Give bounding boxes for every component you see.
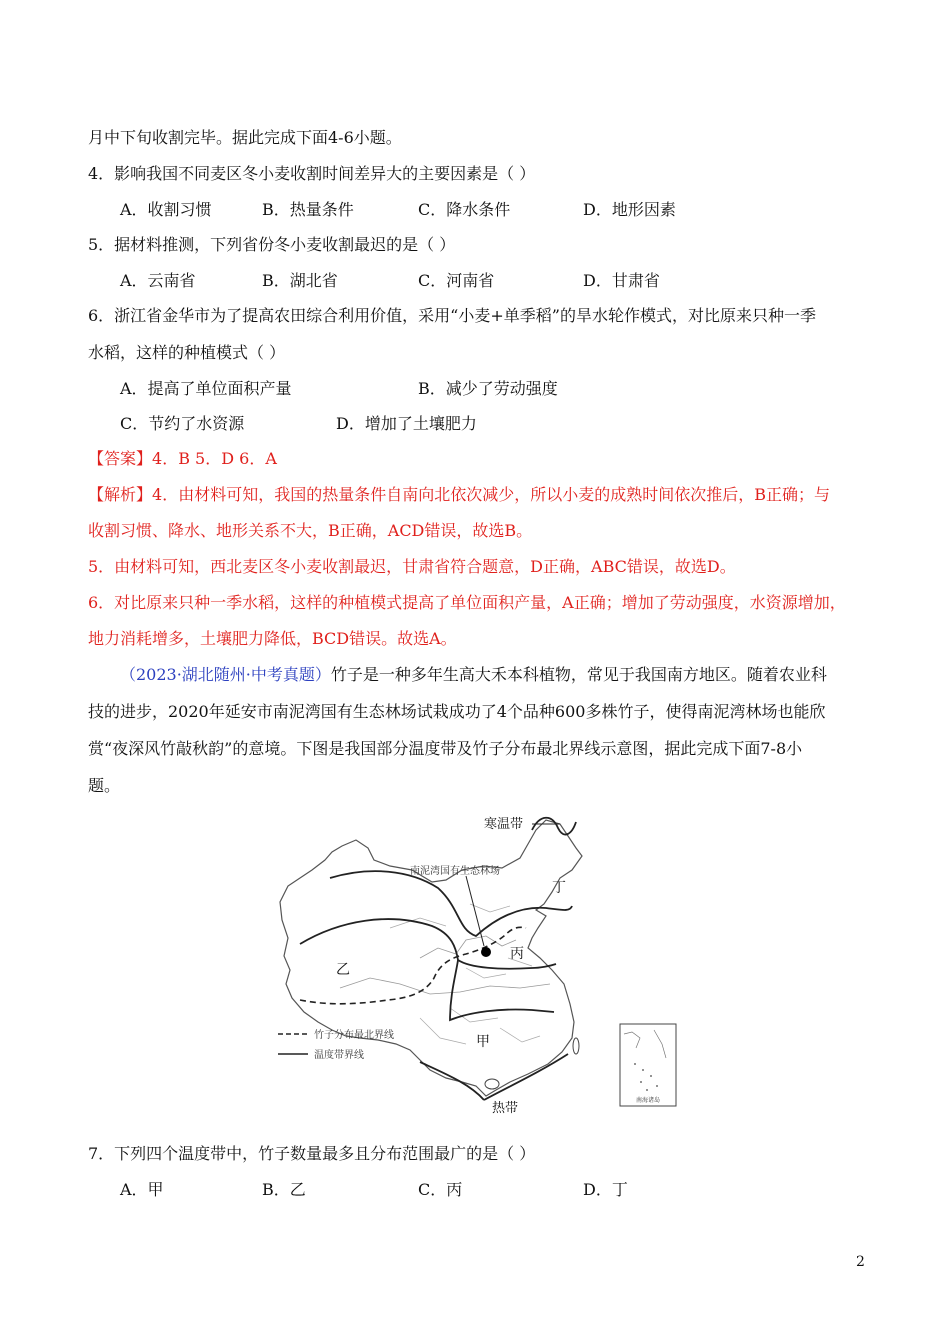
q6-option-d: D．增加了土壤肥力: [336, 414, 477, 433]
answer-label: 【答案】: [88, 449, 153, 468]
passage2-line-1: [120, 665, 827, 685]
q7-option-d: D．丁: [583, 1180, 628, 1199]
river-yellow: [420, 936, 516, 958]
analysis-line-5: 地力消耗增多，土壤肥力降低，BCD错误。故选A。: [88, 629, 457, 648]
passage2-line-2: 技的进步，2020年延安市南泥湾国有生态林场试栽成功了4个品种600多株竹子，使得南泥湾林场也能欣: [88, 702, 826, 721]
legend-bamboo-label: 竹子分布最北界线: [314, 1030, 394, 1041]
passage2-line-3: 赏“夜深风竹敲秋韵”的意境。下图是我国部分温度带及竹子分布最北界线示意图，据此完成下面7-8小: [88, 739, 803, 758]
q4-option-b: B．热量条件: [262, 200, 354, 219]
temperate-boundary-north: [330, 871, 572, 936]
question-5-stem: 5．据材料推测，下列省份冬小麦收割最迟的是（ ）: [88, 235, 456, 254]
label-forest-farm: 南泥湾国有生态林场: [410, 866, 500, 877]
q7-option-c: C．丙: [418, 1180, 463, 1199]
legend-temp-label: 温度带界线: [314, 1050, 364, 1061]
question-4-stem: 4．影响我国不同麦区冬小麦收割时间差异大的主要因素是（ ）: [88, 164, 536, 183]
tropical-boundary: [420, 1054, 568, 1100]
q6-option-c: C．节约了水资源: [120, 414, 245, 433]
passage2-source: （2023·湖北随州·中考真题）: [120, 665, 331, 684]
q5-option-c: C．河南省: [418, 271, 495, 290]
passage2-line-4: 题。: [88, 776, 121, 795]
label-cold-temperate: 寒温带: [484, 817, 524, 832]
taiwan-island: [573, 1038, 579, 1054]
q4-option-d: D．地形因素: [583, 200, 676, 219]
river-yangtze: [340, 978, 550, 994]
label-bing: 丙: [510, 946, 524, 962]
analysis-line-1: [88, 485, 830, 505]
q5-option-a: A．云南省: [120, 271, 196, 290]
q5-option-b: B．湖北省: [262, 271, 338, 290]
q5-option-d: D．甘肃省: [583, 271, 660, 290]
analysis-line-2: 收割习惯、降水、地形关系不大，B正确，ACD错误，故选B。: [88, 521, 533, 540]
label-yi: 乙: [336, 962, 350, 978]
bamboo-northern-limit-line: [300, 927, 526, 1004]
answer-text: 4．B 5．D 6．A: [152, 449, 277, 468]
analysis-text-1: 4．由材料可知，我国的热量条件自南向北依次减少，所以小麦的成熟时间依次推后，B正确；与: [152, 485, 830, 504]
q7-option-b: B．乙: [262, 1180, 306, 1199]
label-tropical: 热带: [492, 1101, 519, 1116]
q4-option-c: C．降水条件: [418, 200, 511, 219]
label-jia: 甲: [476, 1034, 490, 1050]
question-6-stem-line2: 水稻，这样的种植模式（ ）: [88, 343, 286, 362]
hainan-island: [485, 1079, 499, 1089]
q6-option-b: B．减少了劳动强度: [418, 379, 558, 398]
label-ding: 丁: [552, 880, 566, 896]
q6-option-a: A．提高了单位面积产量: [120, 379, 292, 398]
intro-tail: 月中下旬收割完毕。据此完成下面4-6小题。: [88, 128, 402, 147]
analysis-line-4: 6．对比原来只种一季水稻，这样的种植模式提高了单位面积产量，A正确；增加了劳动强度，水资源增加，: [88, 593, 846, 612]
forest-farm-marker: [481, 947, 491, 957]
answer-line: [88, 449, 277, 469]
analysis-label: 【解析】: [88, 485, 153, 504]
china-temperature-zone-map: [270, 808, 690, 1118]
page-number: 2: [856, 1254, 865, 1270]
question-6-stem-line1: 6．浙江省金华市为了提高农田综合利用价值，采用“小麦+单季稻”的旱水轮作模式，对比原来只种一季: [88, 306, 816, 325]
q4-option-a: A．收割习惯: [120, 200, 212, 219]
passage2-line1-text: 竹子是一种多年生高大禾本科植物，常见于我国南方地区。随着农业科: [330, 665, 827, 684]
south-china-sea-inset: [620, 1024, 676, 1106]
question-7-stem: 7．下列四个温度带中，竹子数量最多且分布范围最广的是（ ）: [88, 1144, 536, 1163]
analysis-line-3: 5．由材料可知，西北麦区冬小麦收割最迟，甘肃省符合题意，D正确，ABC错误，故选D。: [88, 557, 736, 576]
q7-option-a: A．甲: [120, 1180, 164, 1199]
inset-label: 南海诸岛: [636, 1097, 661, 1104]
cold-temperate-boundary: [532, 818, 576, 835]
province-lines: [390, 904, 540, 1044]
